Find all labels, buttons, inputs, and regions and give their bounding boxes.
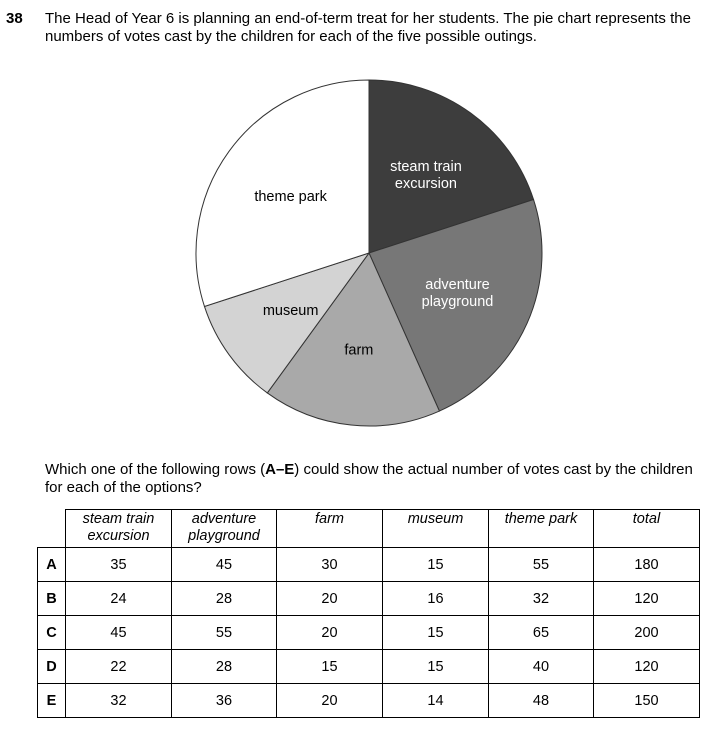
table-corner-cell bbox=[38, 510, 66, 548]
row-label: B bbox=[38, 582, 66, 616]
table-cell: 55 bbox=[172, 616, 277, 650]
table-cell: 120 bbox=[594, 582, 700, 616]
table-cell: 35 bbox=[66, 548, 172, 582]
column-header-steam-train: steam train excursion bbox=[66, 510, 172, 548]
table-cell: 15 bbox=[383, 616, 489, 650]
table-cell: 65 bbox=[489, 616, 594, 650]
table-cell: 45 bbox=[172, 548, 277, 582]
table-cell: 20 bbox=[277, 684, 383, 718]
column-header-farm: farm bbox=[277, 510, 383, 548]
table-cell: 20 bbox=[277, 616, 383, 650]
question-prompt-end: ) could show the actual number of votes cast by the children for each of the options? bbox=[45, 461, 693, 496]
table-cell: 30 bbox=[277, 548, 383, 582]
question-prompt-range: A–E bbox=[265, 461, 295, 478]
pie-chart bbox=[192, 76, 546, 430]
table-cell: 36 bbox=[172, 684, 277, 718]
table-header-row bbox=[38, 510, 700, 548]
pie-slice-label: theme park bbox=[254, 189, 327, 206]
row-label: D bbox=[38, 650, 66, 684]
table-cell: 14 bbox=[383, 684, 489, 718]
column-header-total: total bbox=[594, 510, 700, 548]
row-label: E bbox=[38, 684, 66, 718]
table-cell: 28 bbox=[172, 650, 277, 684]
table-cell: 48 bbox=[489, 684, 594, 718]
table-cell: 15 bbox=[383, 548, 489, 582]
options-table bbox=[37, 509, 700, 718]
table-cell: 200 bbox=[594, 616, 700, 650]
pie-slice-label: museum bbox=[262, 302, 319, 319]
table-cell: 120 bbox=[594, 650, 700, 684]
table-cell: 45 bbox=[66, 616, 172, 650]
table-cell: 15 bbox=[277, 650, 383, 684]
table-row-a bbox=[38, 548, 700, 582]
table-cell: 16 bbox=[383, 582, 489, 616]
table-cell: 55 bbox=[489, 548, 594, 582]
table-row-b bbox=[38, 582, 700, 616]
column-header-museum: museum bbox=[383, 510, 489, 548]
pie-slice-label: farm bbox=[344, 342, 374, 359]
column-header-theme-park: theme park bbox=[489, 510, 594, 548]
row-label: C bbox=[38, 616, 66, 650]
column-header-adventure-playground: adventure playground bbox=[172, 510, 277, 548]
table-cell: 24 bbox=[66, 582, 172, 616]
table-cell: 150 bbox=[594, 684, 700, 718]
table-cell: 32 bbox=[489, 582, 594, 616]
question-number: 38 bbox=[6, 10, 23, 27]
table-row-c bbox=[38, 616, 700, 650]
question-prompt-start: Which one of the following rows ( bbox=[45, 461, 266, 478]
table-row-e bbox=[38, 684, 700, 718]
table-cell: 180 bbox=[594, 548, 700, 582]
table-row-d bbox=[38, 650, 700, 684]
question-text: The Head of Year 6 is planning an end-of-term treat for her students. The pie chart represents the numbers of votes cast by the children for each of the five possible outings. bbox=[45, 10, 691, 45]
table-cell: 28 bbox=[172, 582, 277, 616]
question-prompt bbox=[45, 461, 705, 497]
pie-slice-label: adventure playground bbox=[421, 276, 494, 310]
table-cell: 32 bbox=[66, 684, 172, 718]
table-cell: 40 bbox=[489, 650, 594, 684]
row-label: A bbox=[38, 548, 66, 582]
table-cell: 20 bbox=[277, 582, 383, 616]
pie-slice-label: steam train excursion bbox=[390, 159, 462, 193]
table-cell: 15 bbox=[383, 650, 489, 684]
table-cell: 22 bbox=[66, 650, 172, 684]
